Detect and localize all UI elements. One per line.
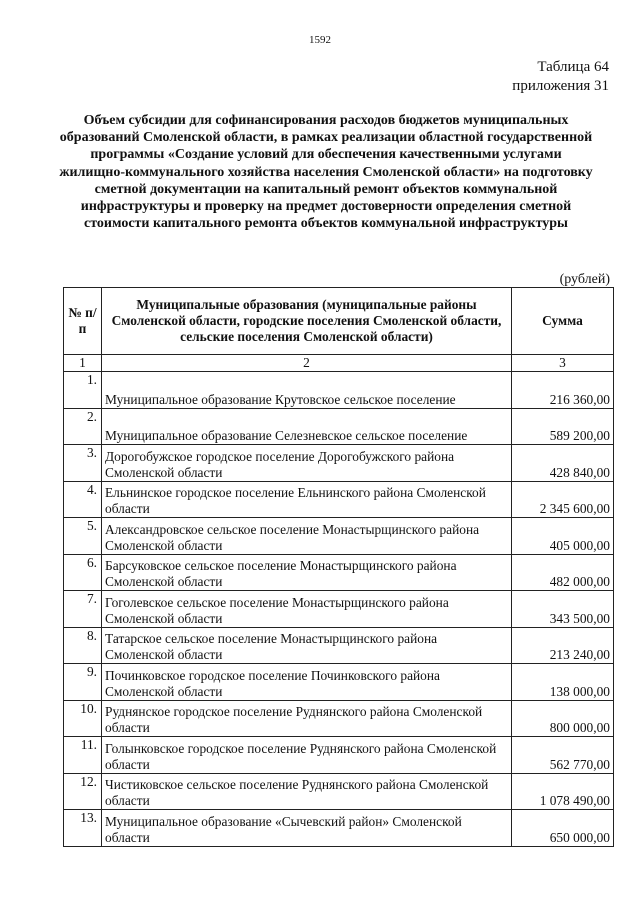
municipality-name: Татарское сельское поселение Монастырщинского района Смоленской области: [102, 627, 512, 664]
municipality-name: Чистиковское сельское поселение Руднянского района Смоленской области: [102, 773, 512, 810]
municipality-name: Муниципальное образование «Сычевский район» Смоленской области: [102, 810, 512, 847]
row-number: 1.: [64, 372, 102, 409]
subsidy-amount: 650 000,00: [512, 810, 614, 847]
table-row: [64, 773, 614, 810]
column-number: 2: [102, 355, 512, 372]
subsidy-amount: 405 000,00: [512, 518, 614, 555]
row-number: 4.: [64, 481, 102, 518]
column-number: 1: [64, 355, 102, 372]
table-row: [64, 737, 614, 774]
table-header-row: [64, 288, 614, 355]
table-row: [64, 372, 614, 409]
table-row: [64, 810, 614, 847]
row-number: 13.: [64, 810, 102, 847]
row-number: 9.: [64, 664, 102, 701]
column-number-row: [64, 355, 614, 372]
subsidy-amount: 1 078 490,00: [512, 773, 614, 810]
table-row: [64, 518, 614, 555]
municipality-name: Ельнинское городское поселение Ельнинского района Смоленской области: [102, 481, 512, 518]
appendix-label: приложения 31: [512, 78, 609, 94]
subsidy-amount: 213 240,00: [512, 627, 614, 664]
subsidy-amount: 216 360,00: [512, 372, 614, 409]
municipality-name: Муниципальное образование Крутовское сельское поселение: [102, 372, 512, 409]
subsidy-amount: 2 345 600,00: [512, 481, 614, 518]
subsidy-table: [63, 287, 614, 847]
municipality-name: Починковское городское поселение Починковского района Смоленской области: [102, 664, 512, 701]
subsidy-amount: 800 000,00: [512, 700, 614, 737]
subsidy-amount: 343 500,00: [512, 591, 614, 628]
subsidy-amount: 482 000,00: [512, 554, 614, 591]
table-row: [64, 627, 614, 664]
table-row: [64, 408, 614, 445]
subsidy-amount: 562 770,00: [512, 737, 614, 774]
row-number: 12.: [64, 773, 102, 810]
header-number: № п/п: [64, 288, 102, 355]
row-number: 11.: [64, 737, 102, 774]
row-number: 3.: [64, 445, 102, 482]
municipality-name: Руднянское городское поселение Руднянского района Смоленской области: [102, 700, 512, 737]
municipality-name: Голынковское городское поселение Руднянского района Смоленской области: [102, 737, 512, 774]
municipality-name: Гоголевское сельское поселение Монастырщинского района Смоленской области: [102, 591, 512, 628]
row-number: 2.: [64, 408, 102, 445]
subsidy-amount: 589 200,00: [512, 408, 614, 445]
header-municipality: Муниципальные образования (муниципальные районы Смоленской области, городские поселения Смоленской области, сельские поселения Смоленской области): [102, 288, 512, 355]
municipality-name: Барсуковское сельское поселение Монастырщинского района Смоленской области: [102, 554, 512, 591]
table-row: [64, 664, 614, 701]
column-number: 3: [512, 355, 614, 372]
row-number: 7.: [64, 591, 102, 628]
row-number: 10.: [64, 700, 102, 737]
page-number: 1592: [309, 34, 331, 46]
document-title: Объем субсидии для софинансирования расходов бюджетов муниципальных образований Смоленской области, в рамках реализации областной государственной программы «Создание условий для обеспечения качественными услугами жилищно-коммунального хозяйства населения Смоленской области» на подготовку сметной документации на капитальный ремонт объектов коммунальной инфраструктуры и проверку на предмет достоверности определения сметной стоимости капитального ремонта объектов коммунальной инфраструктуры: [59, 113, 593, 232]
subsidy-amount: 428 840,00: [512, 445, 614, 482]
subsidy-amount: 138 000,00: [512, 664, 614, 701]
row-number: 8.: [64, 627, 102, 664]
table-row: [64, 554, 614, 591]
units-label: (рублей): [559, 272, 610, 287]
table-row: [64, 591, 614, 628]
municipality-name: Дорогобужское городское поселение Дорогобужского района Смоленской области: [102, 445, 512, 482]
municipality-name: Александровское сельское поселение Монастырщинского района Смоленской области: [102, 518, 512, 555]
table-row: [64, 481, 614, 518]
row-number: 5.: [64, 518, 102, 555]
table-row: [64, 445, 614, 482]
table-reference: [512, 58, 609, 96]
table-label: Таблица 64: [537, 59, 609, 75]
municipality-name: Муниципальное образование Селезневское сельское поселение: [102, 408, 512, 445]
row-number: 6.: [64, 554, 102, 591]
table-row: [64, 700, 614, 737]
header-sum: Сумма: [512, 288, 614, 355]
